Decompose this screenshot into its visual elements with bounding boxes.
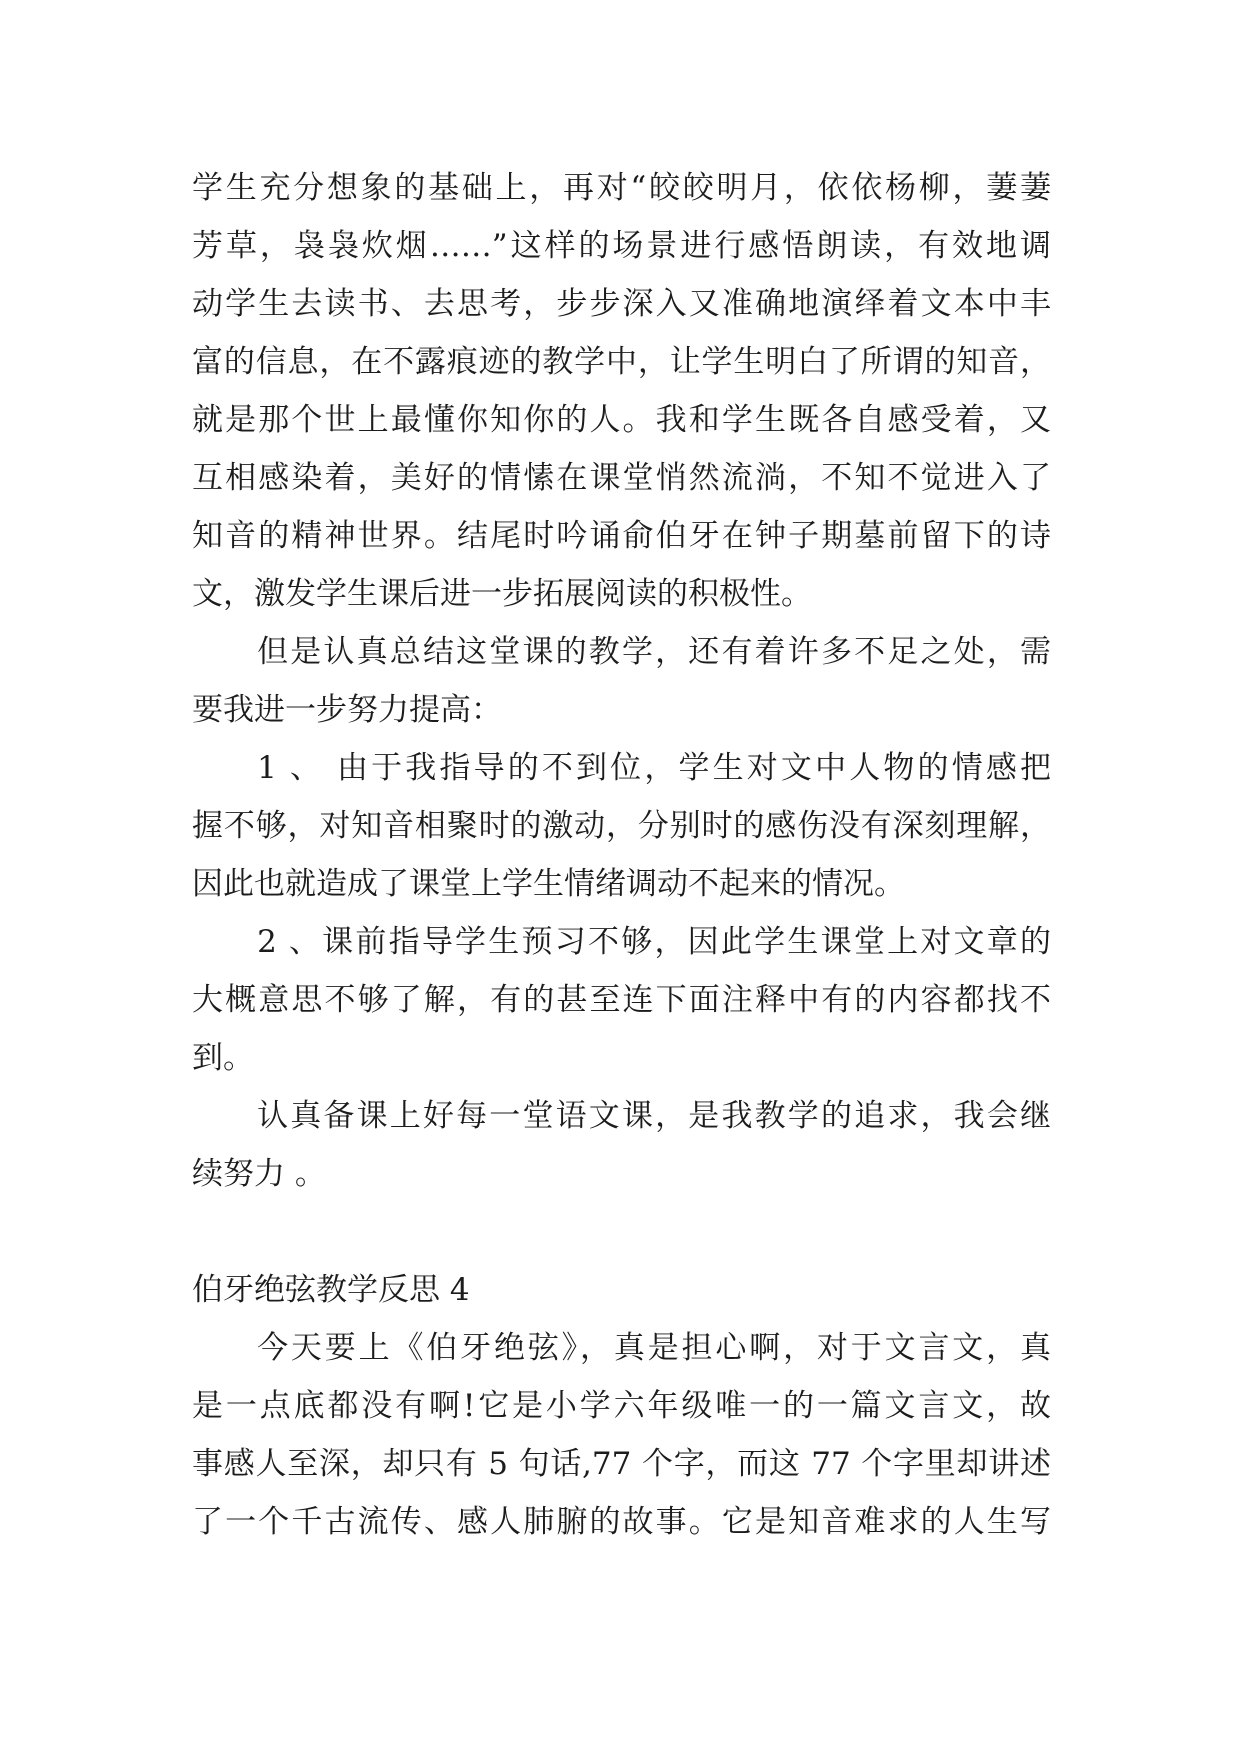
text-line: 就是那个世上最懂你知你的人。我和学生既各自感受着，又 — [192, 402, 1051, 438]
text-line: 了一个千古流传、感人肺腑的故事。它是知音难求的人生写 — [192, 1504, 1051, 1540]
text-line: 握不够，对知音相聚时的激动，分别时的感伤没有深刻理解， — [192, 808, 1051, 844]
text-line: 2 、课前指导学生预习不够，因此学生课堂上对文章的 — [257, 924, 1051, 960]
text-line: 续努力 。 — [192, 1156, 326, 1192]
section-spacer — [192, 1203, 1051, 1261]
text-line: 文，激发学生课后进一步拓展阅读的积极性。 — [192, 576, 812, 612]
text-line: 到。 — [192, 1040, 254, 1076]
text-line: 要我进一步努力提高： — [192, 692, 502, 728]
paragraph — [192, 623, 1051, 739]
text-line: 大概意思不够了解，有的甚至连下面注释中有的内容都找不 — [192, 982, 1051, 1018]
text-line: 富的信息，在不露痕迹的教学中，让学生明白了所谓的知音， — [192, 344, 1051, 380]
paragraph — [192, 159, 1051, 623]
text-line: 认真备课上好每一堂语文课，是我教学的追求，我会继 — [257, 1098, 1051, 1134]
text-line: 互相感染着，美好的情愫在课堂悄然流淌，不知不觉进入了 — [192, 460, 1051, 496]
text-line: 是一点底都没有啊!它是小学六年级唯一的一篇文言文，故 — [192, 1388, 1051, 1424]
text-line: 今天要上《伯牙绝弦》，真是担心啊，对于文言文，真 — [257, 1330, 1051, 1366]
paragraph — [192, 1087, 1051, 1203]
list-item — [192, 913, 1051, 1087]
text-line: 但是认真总结这堂课的教学，还有着许多不足之处，需 — [257, 634, 1051, 670]
paragraph — [192, 1319, 1051, 1551]
text-line: 事感人至深，却只有 5 句话,77 个字，而这 77 个字里却讲述 — [192, 1446, 1051, 1482]
text-line: 动学生去读书、去思考，步步深入又准确地演绎着文本中丰 — [192, 286, 1051, 322]
section-title: 伯牙绝弦教学反思 4 — [192, 1272, 470, 1308]
text-line: 学生充分想象的基础上，再对“皎皎明月，依依杨柳，萋萋 — [192, 170, 1051, 206]
document-body — [192, 159, 1051, 1551]
text-line: 知音的精神世界。结尾时吟诵俞伯牙在钟子期墓前留下的诗 — [192, 518, 1051, 554]
text-line: 因此也就造成了课堂上学生情绪调动不起来的情况。 — [192, 866, 905, 902]
text-line: 1 、 由于我指导的不到位，学生对文中人物的情感把 — [257, 750, 1051, 786]
text-line: 芳草，袅袅炊烟……”这样的场景进行感悟朗读，有效地调 — [192, 228, 1051, 264]
list-item — [192, 739, 1051, 913]
